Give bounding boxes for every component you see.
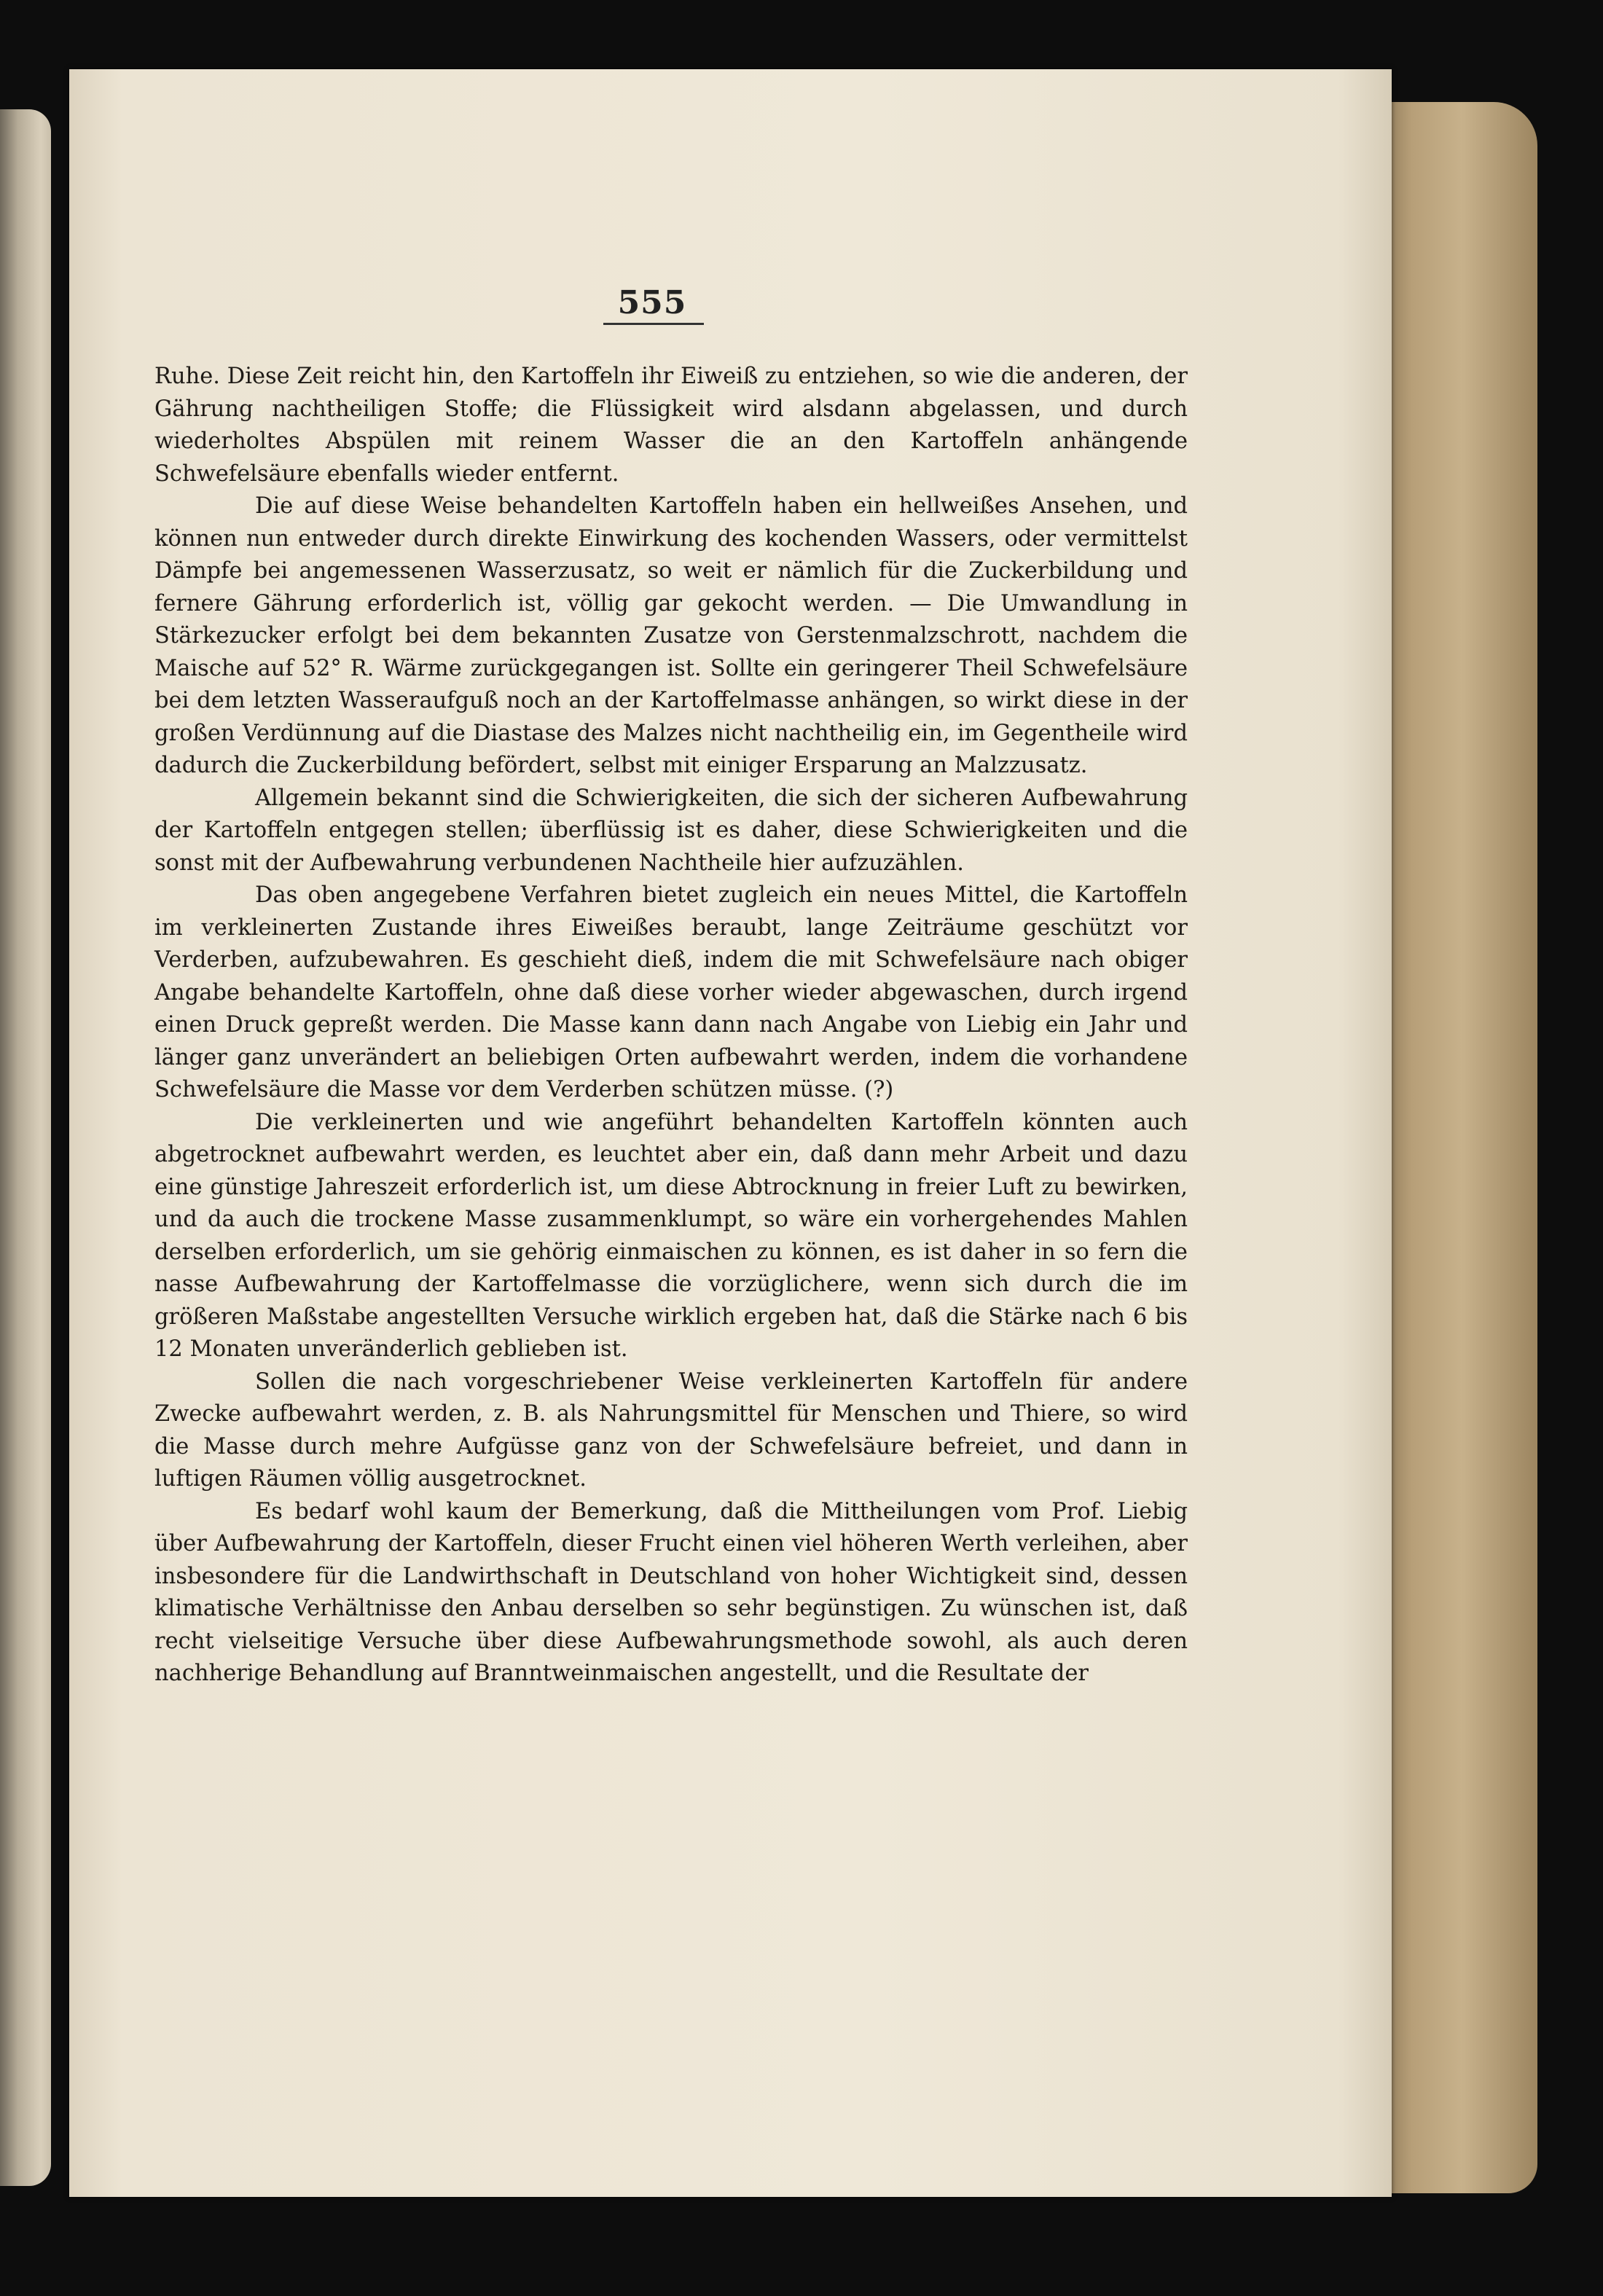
left-page-edge <box>0 109 51 2186</box>
paragraph: Die auf diese Weise behandelten Kartoffeln haben ein hellweißes Ansehen, und können nun entweder durch direkte Einwirkung des kochenden Wassers, oder vermittelst Dämpfe bei angemessenen Wasserzusatz, so weit er nämlich für die Zuckerbildung und fernere Gährung erforderlich ist, völlig gar gekocht werden. — Die Umwandlung in Stärkezucker erfolgt bei dem bekannten Zusatze von Gerstenmalzschrott, nachdem die Maische auf 52° R. Wärme zurückgegangen ist. Sollte ein geringerer Theil Schwefelsäure bei dem letzten Wasseraufguß noch an der Kartoffelmasse anhängen, so wirkt diese in der großen Verdünnung auf die Diastase des Malzes nicht nachtheilig ein, im Gegentheile wird dadurch die Zuckerbildung befördert, selbst mit einiger Ersparung an Malzzusatz. <box>154 493 1188 778</box>
book-cover-edge <box>1370 102 1537 2193</box>
paragraph: Ruhe. Diese Zeit reicht hin, den Kartoffeln ihr Eiweiß zu entziehen, so wie die anderen, der Gährung nachtheiligen Stoffe; die Flüssigkeit wird alsdann abgelassen, und durch wiederholtes Abspülen mit reinem Wasser die an den Kartoffeln anhängende Schwefelsäure ebenfalls wieder entfernt. <box>154 364 1188 487</box>
page-number-rule <box>603 323 704 325</box>
paragraph: Das oben angegebene Verfahren bietet zugleich ein neues Mittel, die Kartoffeln im verkleinerten Zustande ihres Eiweißes beraubt, lange Zeiträume geschützt vor Verderben, aufzubewahren. Es geschieht dieß, indem die mit Schwefelsäure nach obiger Angabe behandelte Kartoffeln, ohne daß diese vorher wieder abgewaschen, durch irgend einen Druck gepreßt werden. Die Masse kann dann nach Angabe von Liebig ein Jahr und länger ganz unverändert an beliebigen Orten aufbewahrt werden, indem die vorhandene Schwefelsäure die Masse vor dem Verderben schützen müsse. (?) <box>154 882 1188 1102</box>
paragraph: Die verkleinerten und wie angeführt behandelten Kartoffeln könnten auch abgetrocknet aufbewahrt werden, es leuchtet aber ein, daß dann mehr Arbeit und dazu eine günstige Jahreszeit erforderlich ist, um diese Abtrocknung in freier Luft zu bewirken, und da auch die trockene Masse zusammenklumpt, so wäre ein vorhergehendes Mahlen derselben erforderlich, um sie gehörig einmaischen zu können, es ist daher in so fern die nasse Aufbewahrung der Kartoffelmasse die vorzüglichere, wenn sich durch die im größeren Maßstabe angestellten Versuche wirklich ergeben hat, daß die Stärke nach 6 bis 12 Monaten unveränderlich geblieben ist. <box>154 1109 1188 1362</box>
paragraph: Allgemein bekannt sind die Schwierigkeiten, die sich der sicheren Aufbewahrung der Kartoffeln entgegen stellen; überflüssig ist es daher, diese Schwierigkeiten und die sonst mit der Aufbewahrung verbundenen Nachtheile hier aufzuzählen. <box>154 785 1188 876</box>
paragraph: Sollen die nach vorgeschriebener Weise verkleinerten Kartoffeln für andere Zwecke aufbewahrt werden, z. B. als Nahrungsmittel für Menschen und Thiere, so wird die Masse durch mehre Aufgüsse ganz von der Schwefelsäure befreiet, und dann in luftigen Räumen völlig ausgetrocknet. <box>154 1368 1188 1492</box>
body-text <box>154 361 1188 1690</box>
paragraph: Es bedarf wohl kaum der Bemerkung, daß die Mittheilungen vom Prof. Liebig über Aufbewahrung der Kartoffeln, dieser Frucht einen viel höheren Werth verleihen, aber insbesondere für die Landwirthschaft in Deutschland von hoher Wichtigkeit sind, dessen klimatische Verhältnisse den Anbau derselben so sehr begünstigen. Zu wünschen ist, daß recht vielseitige Versuche über diese Aufbewahrungsmethode sowohl, als auch deren nachherige Behandlung auf Branntweinmaischen angestellt, und die Resultate der <box>154 1498 1188 1686</box>
page-number: 555 <box>617 284 687 321</box>
